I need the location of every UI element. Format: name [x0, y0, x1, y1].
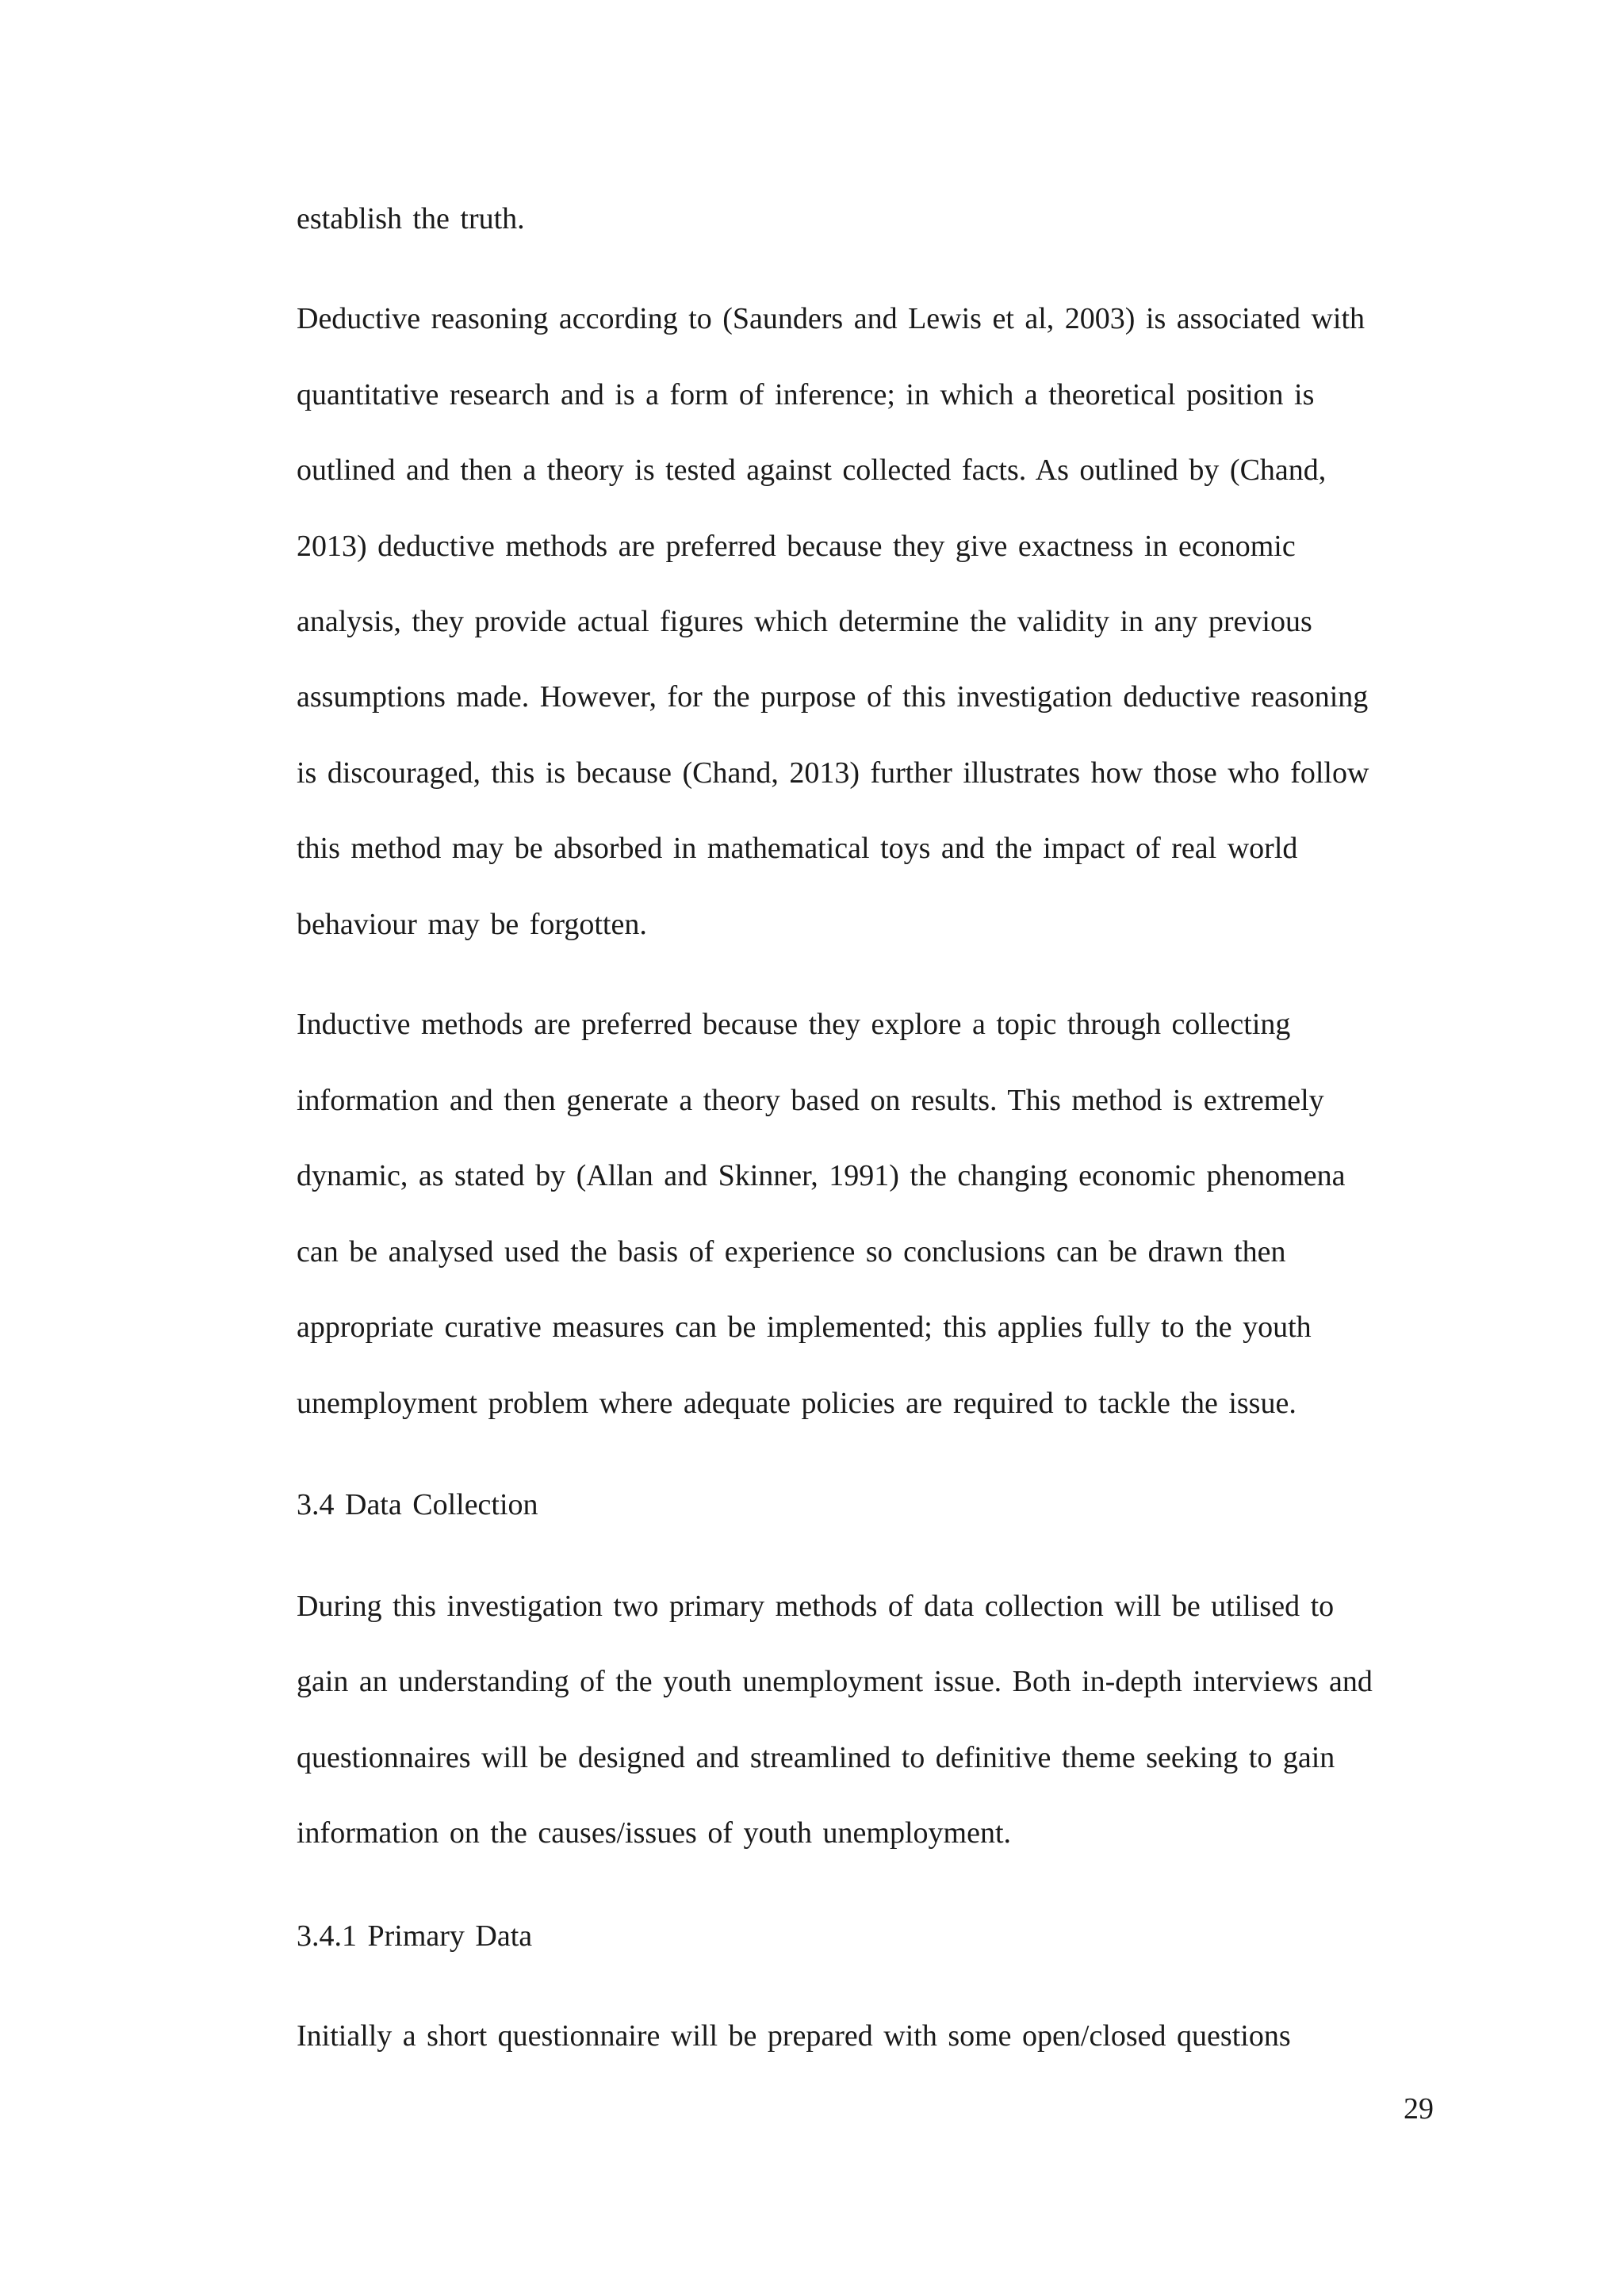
text-line: gain an understanding of the youth unemployment issue. Both in-depth interviews and — [297, 1665, 1373, 1698]
text-line: information and then generate a theory based on results. This method is extremely — [297, 1084, 1324, 1117]
text-line: assumptions made. However, for the purpose of this investigation deductive reasoning — [297, 680, 1369, 714]
text-line: information on the causes/issues of youth unemployment. — [297, 1816, 1012, 1850]
text-line: Inductive methods are preferred because they explore a topic through collecting — [297, 1008, 1291, 1041]
text-line: can be analysed used the basis of experience so conclusions can be drawn then — [297, 1235, 1286, 1269]
text-line: Initially a short questionnaire will be prepared with some open/closed questions — [297, 2019, 1291, 2053]
subsection-heading: 3.4.1 Primary Data — [297, 1919, 533, 1953]
text-line: dynamic, as stated by (Allan and Skinner, 1991) the changing economic phenomena — [297, 1159, 1346, 1192]
text-line: unemployment problem where adequate policies are required to tackle the issue. — [297, 1387, 1297, 1420]
text-line: is discouraged, this is because (Chand, 2013) further illustrates how those who follow — [297, 756, 1369, 790]
text-line: this method may be absorbed in mathematical toys and the impact of real world — [297, 832, 1298, 865]
text-line: questionnaires will be designed and streamlined to definitive theme seeking to gain — [297, 1741, 1335, 1774]
text-line: Deductive reasoning according to (Saunders and Lewis et al, 2003) is associated with — [297, 302, 1365, 335]
text-line: behaviour may be forgotten. — [297, 908, 647, 941]
text-line: appropriate curative measures can be implemented; this applies fully to the youth — [297, 1311, 1312, 1344]
text-line: establish the truth. — [297, 202, 525, 235]
text-line: During this investigation two primary methods of data collection will be utilised to — [297, 1590, 1335, 1623]
page-number: 29 — [1404, 2092, 1434, 2126]
text-line: outlined and then a theory is tested against collected facts. As outlined by (Chand, — [297, 453, 1327, 487]
text-line: quantitative research and is a form of inference; in which a theoretical position is — [297, 378, 1315, 411]
text-line: analysis, they provide actual figures which determine the validity in any previous — [297, 605, 1312, 638]
section-heading: 3.4 Data Collection — [297, 1488, 538, 1521]
text-line: 2013) deductive methods are preferred because they give exactness in economic — [297, 530, 1296, 563]
